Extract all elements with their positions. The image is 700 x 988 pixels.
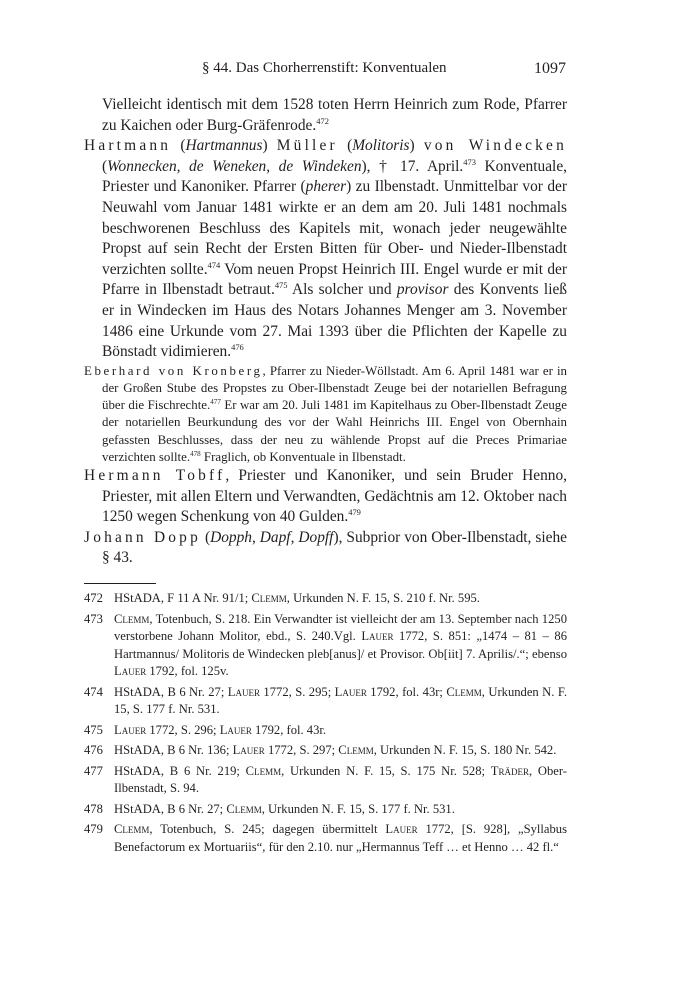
person-name: Hermann Tobff [84, 466, 226, 484]
main-text [84, 95, 567, 569]
footnote-text: HStADA, B 6 Nr. 219; Clemm, Urkunden N. F. 15, S. 175 Nr. 528; Träder, Ober-Ilbenstadt, S. 94. [114, 763, 567, 795]
footnote [84, 763, 567, 798]
person-name: Müller [276, 137, 338, 155]
footnote [84, 801, 567, 819]
footnote-text: HStADA, B 6 Nr. 27; Lauer 1772, S. 295; Lauer 1792, fol. 43r; Clemm, Urkunden N. F. 15, S. 177 f. Nr. 531. [114, 684, 568, 716]
person-name: Johann Dopp [84, 528, 201, 546]
footnotes [84, 590, 567, 859]
entry-continuation: Vielleicht identisch mit dem 1528 toten Herrn Heinrich zum Rode, Pfarrer zu Kaichen oder Burg-Gräfenrode.$^{472}$ [102, 96, 567, 134]
person-name: Eberhard von Kronberg [84, 363, 263, 378]
footnote-text: Lauer 1772, S. 296; Lauer 1792, fol. 43r. [114, 722, 327, 737]
footnote-divider [84, 583, 156, 584]
person-name: Hartmann [84, 137, 172, 155]
entry-eberhard-kronberg: Eberhard von Kronberg, Pfarrer zu Nieder-Wöllstadt. Am 6. April 1481 war er in der Großen Stube des Propstes zu Ober-Ilbenstadt Zeuge bei der notariellen Befragung über die Fischrechte.$^{477}$ Er war am 20. Juli 1481 im Kapitelhaus zu Ober-Ilbenstadt Zeuge der notariellen Beurkundung des vor der Wahl Heinrichs III. Engel von Obernhain gefassten Beschlusses, dass der neu zu wählende Propst auf die Preces Primariae verzichten sollte.$^{478}$ Fraglich, ob Konventuale in Ilbenstadt. [84, 363, 567, 464]
footnote-text: HStADA, F 11 A Nr. 91/1; Clemm, Urkunden N. F. 15, S. 210 f. Nr. 595. [114, 591, 480, 605]
footnote-ref: 476 [231, 342, 244, 353]
footnote-text: HStADA, B 6 Nr. 136; Lauer 1772, S. 297; Clemm, Urkunden N. F. 15, S. 180 Nr. 542. [114, 743, 557, 757]
entry-johann-dopp: Johann Dopp (Dopph, Dapf, Dopff), Subprior von Ober-Ilbenstadt, siehe § 43. [84, 528, 567, 567]
footnote-ref: 478 [190, 449, 201, 458]
footnote [84, 684, 567, 719]
footnote-ref: 472 [316, 115, 329, 126]
footnote [84, 611, 567, 681]
footnote-ref: 474 [207, 259, 221, 270]
footnote [84, 742, 567, 760]
footnote [84, 590, 567, 608]
footnote-number: 478 [84, 801, 103, 816]
entry-hartmann-mueller: Hartmann (Hartmannus) Müller (Molitoris) von Windecken (Wonnecken, de Weneken, de Windeken), † 17. April.$^{473}$ Konventuale, Priester und Kanoniker. Pfarrer (pherer) zu Ilbenstadt. Unmittelbar vor der Neuwahl vom Januar 1481 wirkte er an dem am 20. Juli 1481 nochmals beschworenen Beschluss des Kapitels mit, wonach jeder neugewählte Propst auf sein Recht der Ersten Bitten für Ober- und Nieder-Ilbenstadt verzichten sollte.$^{474}$ Vom neuen Propst Heinrich III. Engel wurde er mit der Pfarre in Ilbenstadt betraut.$^{475}$ Als solcher und provisor des Konvents ließ er in Windecken im Haus des Notars Johannes Menger am 3. November 1486 eine Urkunde vom 27. Mai 1393 über die Pflichten der Kapelle zu Bönstadt vidimieren.$^{476}$ [84, 137, 568, 361]
footnote [84, 821, 567, 856]
entry-hermann-tobff: Hermann Tobff, Priester und Kanoniker, und sein Bruder Henno, Priester, mit allen Eltern und Verwandten, Gedächtnis am 12. Oktober nach 1250 wegen Schenkung von 40 Gulden.$^{479}$ [84, 466, 567, 526]
page-number: 1097 [534, 60, 566, 77]
footnote-text: Clemm, Totenbuch, S. 218. Ein Verwandter ist vielleicht der am 13. September nach 1250 verstorbene Johann Molitor, ebd., S. 240.Vgl. Lauer 1772, S. 851: „1474 – 81 – 86 Hartmannus/ Molitoris de Windecken pleb[anus]/ et Provisor. Ob[iit] 7. Aprilis/.“; ebenso Lauer 1792, fol. 125v. [114, 611, 568, 678]
footnote-ref: 473 [463, 156, 476, 167]
footnote-number: 477 [84, 763, 103, 778]
running-header [202, 60, 566, 82]
footnote-number: 476 [84, 743, 103, 757]
footnote-ref: 479 [348, 507, 361, 518]
person-name: von Windecken [423, 137, 567, 155]
footnote-ref: 477 [210, 398, 221, 407]
footnote-number: 474 [84, 684, 103, 699]
footnote [84, 722, 567, 740]
running-title: § 44. Das Chorherrenstift: Konventualen [202, 60, 447, 76]
footnote-number: 473 [84, 611, 103, 626]
footnote-number: 472 [84, 591, 103, 605]
footnote-number: 479 [84, 822, 103, 836]
footnote-text: Clemm, Totenbuch, S. 245; dagegen übermittelt Lauer 1772, [S. 928], „Syllabus Benefactorum ex Mortuariis“, für den 2.10. nur „Hermannus Teff … et Henno … 42 fl.“ [114, 822, 567, 854]
footnote-ref: 475 [274, 280, 288, 291]
footnote-text: HStADA, B 6 Nr. 27; Clemm, Urkunden N. F. 15, S. 177 f. Nr. 531. [114, 801, 455, 816]
footnote-number: 475 [84, 722, 103, 737]
